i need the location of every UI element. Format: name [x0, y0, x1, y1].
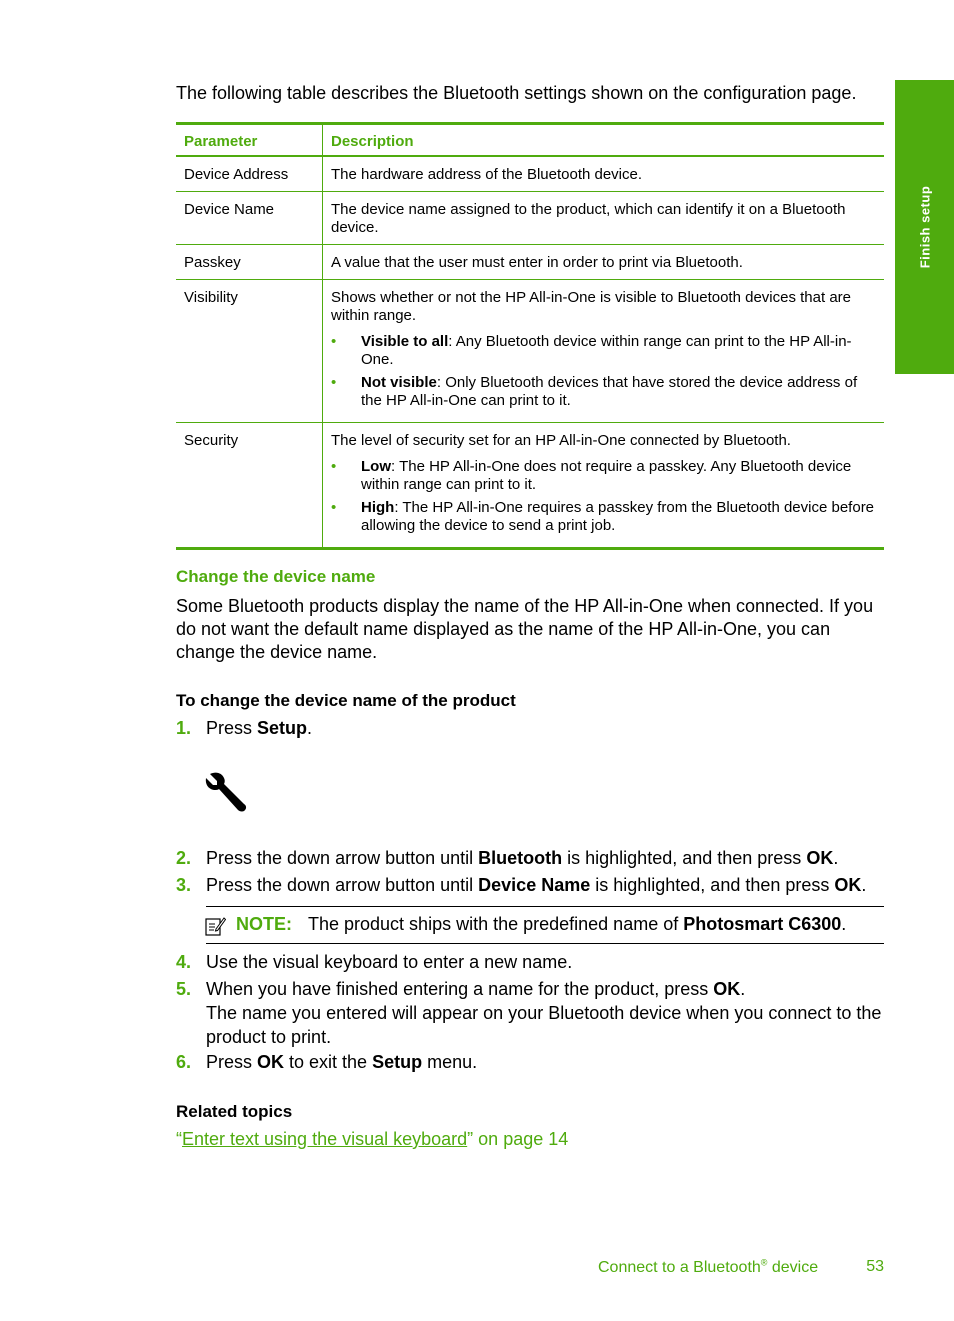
row-param: Device Address	[176, 156, 323, 192]
side-tab	[895, 80, 954, 374]
row-param: Passkey	[176, 245, 323, 280]
bullet-text: : Any Bluetooth device within range can print to the HP All-in-One.	[361, 333, 852, 368]
bullet-text: : The HP All-in-One does not require a passkey. Any Bluetooth device within range can print to it.	[361, 458, 852, 493]
bullet-term: Visible to all	[361, 333, 449, 350]
bullet-term: High	[361, 499, 395, 516]
step-number: 3.	[176, 875, 192, 895]
page-number: 53	[866, 1258, 884, 1275]
step-text: Use the visual keyboard to enter a new name.	[206, 952, 573, 972]
note-label: NOTE:	[236, 914, 292, 934]
table-row	[176, 192, 884, 245]
row-desc: A value that the user must enter in order to print via Bluetooth.	[331, 254, 743, 271]
section-heading: Change the device name	[176, 567, 376, 586]
step-number: 1.	[176, 718, 192, 738]
footer-title: Connect to a Bluetooth® device	[598, 1258, 819, 1277]
row-desc: Shows whether or not the HP All-in-One is visible to Bluetooth devices that are within range.	[331, 289, 851, 324]
row-desc-cell	[323, 280, 885, 423]
side-tab-label: Finish setup	[917, 185, 932, 269]
section-paragraph: Some Bluetooth products display the name of the HP All-in-One when connected. If you do not want the default name displayed as the name of the HP All-in-One, you can change the device name.	[176, 596, 874, 662]
bullet-text: : The HP All-in-One requires a passkey from the Bluetooth device before allowing the device to send a print job.	[361, 499, 875, 534]
bullet-item	[331, 499, 876, 535]
row-param: Visibility	[176, 280, 323, 423]
related-topics-heading: Related topics	[176, 1102, 293, 1121]
step-number: 6.	[176, 1052, 192, 1072]
step-text: Press the down arrow button until Bluetooth is highlighted, and then press OK.	[206, 848, 839, 868]
wrench-icon	[204, 770, 248, 814]
header-description: Description	[331, 133, 414, 150]
row-desc: The level of security set for an HP All-in-One connected by Bluetooth.	[331, 432, 791, 449]
bullet-list	[331, 333, 876, 410]
bullet-item	[331, 458, 876, 494]
bullet-term: Not visible	[361, 374, 437, 391]
step-text: When you have finished entering a name for the product, press OK. The name you entered will appear on your Bluetooth device when you connect to the product to print.	[206, 979, 882, 1047]
bullet-list	[331, 458, 876, 535]
row-desc-cell	[323, 423, 885, 549]
note-box	[206, 906, 884, 944]
step-number: 4.	[176, 952, 192, 972]
related-link[interactable]: “Enter text using the visual keyboard” on page 14	[176, 1129, 569, 1149]
step-text: Press OK to exit the Setup menu.	[206, 1052, 478, 1072]
row-desc: The device name assigned to the product, which can identify it on a Bluetooth device.	[331, 201, 846, 236]
page-footer	[598, 1258, 884, 1277]
note-icon	[204, 915, 226, 937]
procedure-heading: To change the device name of the product	[176, 691, 516, 710]
related-link-text[interactable]: Enter text using the visual keyboard	[182, 1129, 468, 1149]
step-number: 5.	[176, 979, 192, 999]
intro-text: The following table describes the Bluetooth settings shown on the configuration page.	[176, 83, 857, 103]
bullet-item	[331, 374, 876, 410]
note-text: The product ships with the predefined name of Photosmart C6300.	[308, 914, 847, 934]
step-text: Press Setup.	[206, 718, 313, 738]
step-number: 2.	[176, 848, 192, 868]
row-param: Security	[176, 423, 323, 549]
bullet-text: : Only Bluetooth devices that have stored the device address of the HP All-in-One can print to it.	[361, 374, 858, 409]
table-row	[176, 423, 884, 549]
table-row	[176, 280, 884, 423]
row-param: Device Name	[176, 192, 323, 245]
table-row	[176, 245, 884, 280]
row-desc: The hardware address of the Bluetooth device.	[331, 166, 643, 183]
bullet-item	[331, 333, 876, 369]
bullet-term: Low	[361, 458, 391, 475]
step-text: Press the down arrow button until Device Name is highlighted, and then press OK.	[206, 875, 867, 895]
header-parameter: Parameter	[176, 124, 323, 157]
table-header-row	[176, 124, 884, 157]
bluetooth-settings-table	[176, 122, 884, 550]
table-row	[176, 156, 884, 192]
